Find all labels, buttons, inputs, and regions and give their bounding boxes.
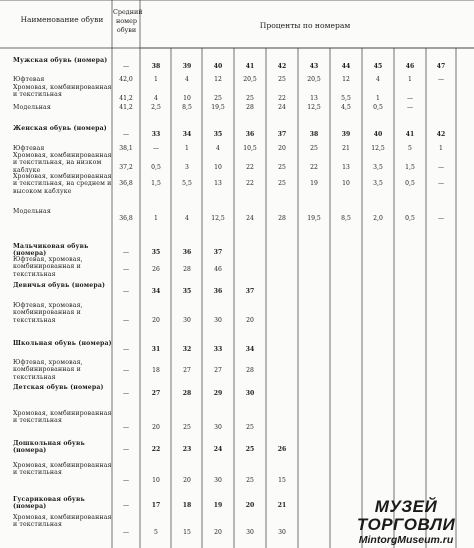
cell-value: 3 xyxy=(185,164,189,171)
row-label: Юфтевая, хромовая, комбинированная и текстильная xyxy=(13,359,83,381)
row-label: Хромовая, комбинированная и текстильная xyxy=(13,462,112,477)
cell-value: 1 xyxy=(154,215,158,222)
size-number: 40 xyxy=(373,131,383,138)
cell-value: 28 xyxy=(183,266,191,273)
cell-value: 22 xyxy=(246,164,254,171)
watermark xyxy=(340,498,472,546)
size-number: 38 xyxy=(309,131,319,138)
cell-value: 12 xyxy=(342,76,350,83)
section-avg-dash: — xyxy=(122,346,130,353)
section-avg-dash: — xyxy=(122,390,130,397)
cell-value: 12,5 xyxy=(307,104,321,111)
section-avg-dash: — xyxy=(122,502,130,509)
size-number: 23 xyxy=(182,446,192,453)
cell-value: 20 xyxy=(152,424,160,431)
size-number: 33 xyxy=(151,131,161,138)
cell-value: 1 xyxy=(408,76,412,83)
cell-value: 4 xyxy=(185,215,189,222)
cell-value: 25 xyxy=(278,76,286,83)
cell-value: 10 xyxy=(183,95,191,102)
size-number: 44 xyxy=(341,63,351,70)
section-title: Девичья обувь (номера) xyxy=(13,282,106,289)
cell-value: 0,5 xyxy=(405,180,415,187)
row-avg: 36,8 xyxy=(119,180,133,187)
size-number: 36 xyxy=(245,131,255,138)
cell-value: 20 xyxy=(214,529,222,536)
row-label: Юфтевая, хромовая, комбинированная и текстильная xyxy=(13,302,83,324)
size-number: 27 xyxy=(151,390,161,397)
row-avg: 42,0 xyxy=(119,76,133,83)
cell-value: 13 xyxy=(342,164,350,171)
cell-value: 25 xyxy=(246,477,254,484)
section-title: Мальчиковая обувь (номера) xyxy=(13,243,89,258)
cell-value: 20 xyxy=(246,317,254,324)
cell-value: 26 xyxy=(152,266,160,273)
cell-value: 5,5 xyxy=(341,95,351,102)
cell-value: 3,5 xyxy=(373,180,383,187)
row-avg: — xyxy=(122,266,130,273)
row-avg: 37,2 xyxy=(119,164,133,171)
cell-value: 25 xyxy=(278,164,286,171)
cell-value: 10,5 xyxy=(243,145,257,152)
row-label: Хромовая, комбинированная и текстильная, на низком каблуке xyxy=(13,152,112,174)
cell-value: 22 xyxy=(278,95,286,102)
size-number: 35 xyxy=(151,249,161,256)
size-number: 37 xyxy=(213,249,223,256)
row-avg: — xyxy=(122,424,130,431)
size-number: 37 xyxy=(277,131,287,138)
size-number: 31 xyxy=(151,346,161,353)
cell-value: 20 xyxy=(152,317,160,324)
cell-value: 1,5 xyxy=(151,180,161,187)
header-avg: Средний номер обуви xyxy=(113,8,143,34)
cell-value: 25 xyxy=(214,95,222,102)
size-number: 33 xyxy=(213,346,223,353)
cell-value: 27 xyxy=(214,367,222,374)
cell-value: 8,5 xyxy=(182,104,192,111)
section-avg-dash: — xyxy=(122,446,130,453)
cell-value: 13 xyxy=(310,95,318,102)
cell-value: — xyxy=(152,145,160,152)
size-number: 28 xyxy=(182,390,192,397)
cell-value: 25 xyxy=(246,424,254,431)
cell-value: — xyxy=(437,215,445,222)
cell-value: 30 xyxy=(214,477,222,484)
section-title: Дошкольная обувь (номера) xyxy=(13,440,85,455)
size-number: 25 xyxy=(245,446,255,453)
size-number: 19 xyxy=(213,502,223,509)
cell-value: 1 xyxy=(185,145,189,152)
row-label: Юфтевая, хромовая, комбинированная и текстильная xyxy=(13,256,83,278)
size-number: 43 xyxy=(309,63,319,70)
cell-value: 25 xyxy=(278,180,286,187)
cell-value: 15 xyxy=(183,529,191,536)
cell-value: 0,5 xyxy=(405,215,415,222)
cell-value: 20 xyxy=(278,145,286,152)
cell-value: 18 xyxy=(152,367,160,374)
cell-value: 5 xyxy=(408,145,412,152)
cell-value: 10 xyxy=(342,180,350,187)
cell-value: 10 xyxy=(214,164,222,171)
cell-value: 1 xyxy=(154,76,158,83)
section-title: Мужская обувь (номера) xyxy=(13,57,108,64)
size-number: 46 xyxy=(405,63,415,70)
size-number: 34 xyxy=(245,346,255,353)
size-number: 21 xyxy=(277,502,287,509)
row-label: Хромовая, комбинированная и текстильная, на среднем и высоком каблуке xyxy=(13,173,112,195)
cell-value: 21 xyxy=(342,145,350,152)
cell-value: 25 xyxy=(310,145,318,152)
cell-value: 12 xyxy=(214,76,222,83)
size-number: 32 xyxy=(182,346,192,353)
watermark-title: МУЗЕЙ ТОРГОВЛИ xyxy=(356,497,456,534)
cell-value: 4 xyxy=(376,76,380,83)
cell-value: 25 xyxy=(246,95,254,102)
size-number: 41 xyxy=(405,131,415,138)
cell-value: 22 xyxy=(246,180,254,187)
size-number: 22 xyxy=(151,446,161,453)
cell-value: 30 xyxy=(183,317,191,324)
cell-value: 24 xyxy=(246,215,254,222)
cell-value: 22 xyxy=(310,164,318,171)
header-name: Наименование обуви xyxy=(20,15,104,24)
cell-value: 30 xyxy=(246,529,254,536)
section-title: Женская обувь (номера) xyxy=(13,125,107,132)
section-avg-dash: — xyxy=(122,131,130,138)
section-avg-dash: — xyxy=(122,249,130,256)
cell-value: — xyxy=(406,104,414,111)
cell-value: 28 xyxy=(246,104,254,111)
row-avg: — xyxy=(122,477,130,484)
size-number: 37 xyxy=(245,288,255,295)
row-label: Хромовая, комбинированная и текстильная xyxy=(13,410,112,425)
size-number: 24 xyxy=(213,446,223,453)
cell-value: 2,0 xyxy=(373,215,383,222)
size-number: 36 xyxy=(213,288,223,295)
size-number: 40 xyxy=(213,63,223,70)
size-number: 42 xyxy=(277,63,287,70)
cell-value: 1 xyxy=(376,95,380,102)
size-number: 47 xyxy=(436,63,446,70)
row-label: Модельная xyxy=(13,104,51,111)
cell-value: 4 xyxy=(216,145,220,152)
cell-value: 28 xyxy=(278,215,286,222)
cell-value: — xyxy=(437,180,445,187)
size-number: 39 xyxy=(341,131,351,138)
cell-value: 30 xyxy=(214,317,222,324)
size-number: 38 xyxy=(151,63,161,70)
row-label: Хромовая, комбинированная и текстильная xyxy=(13,84,112,99)
size-number: 42 xyxy=(436,131,446,138)
size-number: 34 xyxy=(182,131,192,138)
cell-value: 20,5 xyxy=(307,76,321,83)
cell-value: 28 xyxy=(246,367,254,374)
size-number: 36 xyxy=(182,249,192,256)
row-avg: — xyxy=(122,529,130,536)
cell-value: 27 xyxy=(183,367,191,374)
size-number: 20 xyxy=(245,502,255,509)
row-avg: — xyxy=(122,367,130,374)
cell-value: 25 xyxy=(183,424,191,431)
size-number: 41 xyxy=(245,63,255,70)
row-label: Юфтевая xyxy=(13,145,45,152)
cell-value: — xyxy=(437,76,445,83)
cell-value: 4 xyxy=(185,76,189,83)
row-avg: 38,1 xyxy=(119,145,133,152)
size-number: 26 xyxy=(277,446,287,453)
header-percent: Проценты по номерам xyxy=(259,21,351,30)
row-avg: 36,8 xyxy=(119,215,133,222)
cell-value: 12,5 xyxy=(371,145,385,152)
cell-value: 0,5 xyxy=(373,104,383,111)
cell-value: — xyxy=(437,164,445,171)
cell-value: 5 xyxy=(154,529,158,536)
cell-value: 15 xyxy=(278,477,286,484)
cell-value: 24 xyxy=(278,104,286,111)
cell-value: 4 xyxy=(154,95,158,102)
size-number: 29 xyxy=(213,390,223,397)
cell-value: 12,5 xyxy=(211,215,225,222)
cell-value: 10 xyxy=(152,477,160,484)
section-title: Школьная обувь (номера) xyxy=(13,340,112,347)
size-number: 35 xyxy=(182,288,192,295)
row-label: Модельная xyxy=(13,208,51,215)
cell-value: 3,5 xyxy=(373,164,383,171)
cell-value: 19,5 xyxy=(307,215,321,222)
cell-value: 1,5 xyxy=(405,164,415,171)
cell-value: 13 xyxy=(214,180,222,187)
cell-value: 1 xyxy=(439,145,443,152)
cell-value: 30 xyxy=(214,424,222,431)
size-number: 17 xyxy=(151,502,161,509)
row-label: Хромовая, комбинированная и текстильная xyxy=(13,514,112,529)
row-avg: 41,2 xyxy=(119,104,133,111)
row-label: Юфтевая xyxy=(13,76,45,83)
section-title: Детская обувь (номера) xyxy=(13,384,104,391)
cell-value: 0,5 xyxy=(151,164,161,171)
cell-value: 20,5 xyxy=(243,76,257,83)
cell-value: 2,5 xyxy=(151,104,161,111)
cell-value: 4,5 xyxy=(341,104,351,111)
cell-value: 46 xyxy=(214,266,222,273)
cell-value: 19 xyxy=(310,180,318,187)
cell-value: 19,5 xyxy=(211,104,225,111)
cell-value: 5,5 xyxy=(182,180,192,187)
watermark-url: MintorgMuseum.ru xyxy=(358,534,454,546)
section-avg-dash: — xyxy=(122,63,130,70)
cell-value: 8,5 xyxy=(341,215,351,222)
size-number: 35 xyxy=(213,131,223,138)
size-number: 34 xyxy=(151,288,161,295)
cell-value: — xyxy=(406,95,414,102)
size-number: 30 xyxy=(245,390,255,397)
size-number: 18 xyxy=(182,502,192,509)
size-number: 39 xyxy=(182,63,192,70)
size-number: 45 xyxy=(373,63,383,70)
section-avg-dash: — xyxy=(122,288,130,295)
row-avg: 41,2 xyxy=(119,95,133,102)
cell-value: 30 xyxy=(278,529,286,536)
section-title: Гусариковая обувь (номера) xyxy=(13,496,85,511)
cell-value: 20 xyxy=(183,477,191,484)
row-avg: — xyxy=(122,317,130,324)
